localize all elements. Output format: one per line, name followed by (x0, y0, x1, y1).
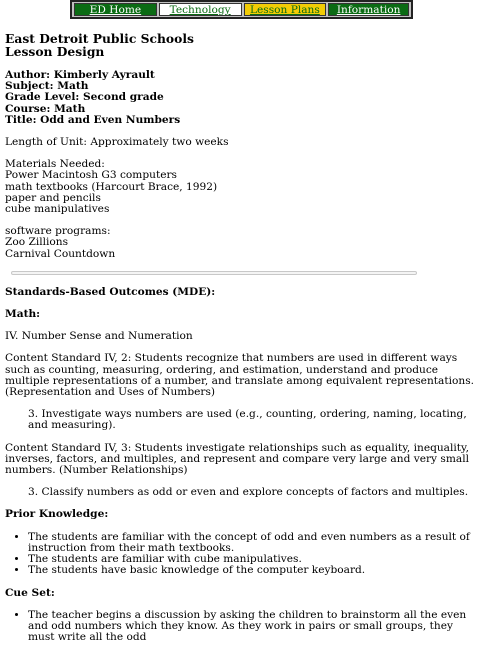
top-navigation-bar (70, 0, 413, 19)
prior-knowledge-list (5, 532, 480, 577)
school-name: East Detroit Public Schools (5, 31, 194, 46)
horizontal-divider (11, 271, 417, 275)
content-standard-3-benchmark: 3. Classify numbers as odd or even and explore concepts of factors and multiples. (28, 486, 469, 499)
cue-set-heading: Cue Set: (5, 586, 55, 599)
software-item: Zoo Zillions (5, 236, 69, 249)
list-item: • The students have basic knowledge of the computer keyboard. (28, 565, 480, 576)
content-standard-2: Content Standard IV, 2: Students recognize that numbers are used in different ways such as counting, measuring, ordering, and estimation, understand and produce multiple representations of a number, and translate among equivalent representations. (Representation and Uses of Numbers) (5, 352, 474, 399)
list-item: • The teacher begins a discussion by asking the children to brainstorm all the even and odd numbers which they know. As they work in pairs or small groups, they must write all the odd (28, 610, 480, 644)
software-list (5, 226, 480, 260)
materials-list (5, 159, 480, 215)
material-item: paper and pencils (5, 191, 101, 204)
content-standard-3: Content Standard IV, 3: Students investigate relationships such as equality, inequality, inverses, factors, and multiples, and represent and compare very large and very small numbers. (Number Relationships) (5, 441, 469, 477)
lesson-info (5, 70, 480, 126)
math-heading: Math: (5, 308, 41, 321)
lesson-content (5, 32, 480, 654)
strand-text: IV. Number Sense and Numeration (5, 330, 193, 343)
list-item: • The students are familiar with cube manipulatives. (28, 554, 480, 565)
title-line: Title: Odd and Even Numbers (5, 113, 181, 126)
content-standard-2-benchmark: 3. Investigate ways numbers are used (e.g., counting, ordering, naming, locating, and measuring). (28, 408, 467, 432)
software-heading: software programs: (5, 225, 111, 238)
prior-knowledge-heading: Prior Knowledge: (5, 508, 109, 521)
nav-link-information[interactable]: Information (328, 3, 409, 16)
material-item: cube manipulatives (5, 203, 110, 216)
material-item: math textbooks (Harcourt Brace, 1992) (5, 180, 218, 193)
material-item: Power Macintosh G3 computers (5, 169, 177, 182)
unit-length: Length of Unit: Approximately two weeks (5, 136, 229, 149)
subject-line: Subject: Math (5, 80, 89, 93)
grade-line: Grade Level: Second grade (5, 91, 164, 104)
nav-link-lesson-plans[interactable]: Lesson Plans (244, 3, 327, 16)
course-line: Course: Math (5, 102, 86, 115)
page-subtitle: Lesson Design (5, 44, 105, 59)
materials-heading: Materials Needed: (5, 158, 105, 171)
list-item: • The students are familiar with the concept of odd and even numbers as a result of instruction from their math textbooks. (28, 532, 480, 554)
software-item: Carnival Countdown (5, 247, 116, 260)
nav-link-technology[interactable]: Technology (159, 3, 242, 16)
nav-link-ed-home[interactable]: ED Home (74, 3, 157, 16)
cue-set-list (5, 610, 480, 644)
standards-heading: Standards-Based Outcomes (MDE): (5, 285, 216, 298)
author-line: Author: Kimberly Ayrault (5, 69, 155, 81)
page-header (5, 32, 480, 58)
